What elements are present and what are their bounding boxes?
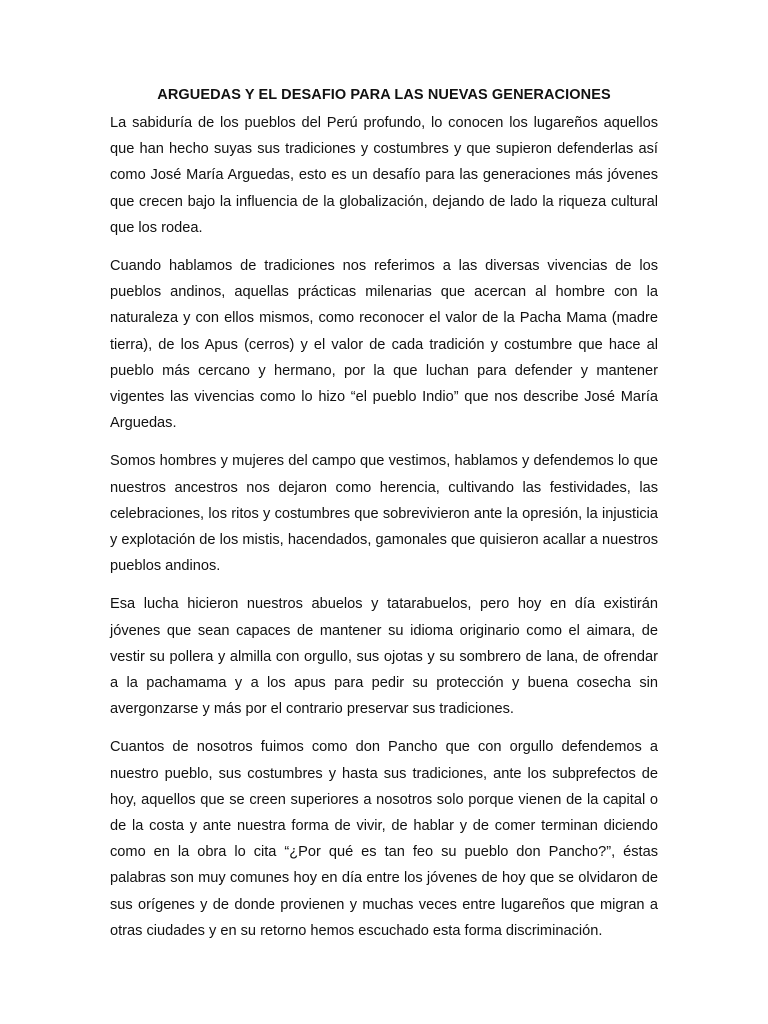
paragraph-2: Cuando hablamos de tradiciones nos referimos a las diversas vivencias de los pueblos andinos, aquellas prácticas milenarias que acercan al hombre con la naturaleza y con ellos mismos, como reconocer el valor de la Pacha Mama (madre tierra), de los Apus (cerros) y el valor de cada tradición y costumbre que hace al pueblo más cercano y hermano, por la que luchan para defender y mantener vigentes las vivencias como lo hizo “el pueblo Indio” que nos describe José María Arguedas. <box>110 258 658 432</box>
document-title: ARGUEDAS Y EL DESAFIO PARA LAS NUEVAS GENERACIONES <box>157 87 611 103</box>
paragraph-5: Cuantos de nosotros fuimos como don Pancho que con orgullo defendemos a nuestro pueblo, sus costumbres y hasta sus tradiciones, ante los subprefectos de hoy, aquellos que se creen superiores a nosotros solo porque vienen de la capital o de la costa y ante nuestra forma de vivir, de hablar y de comer terminan diciendo como en la obra lo cita “¿Por qué es tan feo su pueblo don Pancho?”, éstas palabras son muy comunes hoy en día entre los jóvenes de hoy que se olvidaron de sus orígenes y de donde provienen y muchas veces entre lugareños que migran a otras ciudades y en su retorno hemos escuchado esta forma discriminación. <box>110 739 658 939</box>
document-page <box>110 84 658 956</box>
paragraph-3: Somos hombres y mujeres del campo que vestimos, hablamos y defendemos lo que nuestros ancestros nos dejaron como herencia, cultivando las festividades, las celebraciones, los ritos y costumbres que sobrevivieron ante la opresión, la injusticia y explotación de los mistis, hacendados, gamonales que quisieron acallar a nuestros pueblos andinos. <box>110 453 658 575</box>
paragraph-1: La sabiduría de los pueblos del Perú profundo, lo conocen los lugareños aquellos que han hecho suyas sus tradiciones y costumbres y que supieron defenderlas así como José María Arguedas, esto es un desafío para las generaciones más jóvenes que crecen bajo la influencia de la globalización, dejando de lado la riqueza cultural que los rodea. <box>110 115 658 236</box>
paragraph-4: Esa lucha hicieron nuestros abuelos y tatarabuelos, pero hoy en día existirán jóvenes que sean capaces de mantener su idioma originario como el aimara, de vestir su pollera y almilla con orgullo, sus ojotas y su sombrero de lana, de ofrendar a la pachamama y a los apus para pedir su protección y buena cosecha sin avergonzarse y más por el contrario preservar sus tradiciones. <box>110 596 658 718</box>
